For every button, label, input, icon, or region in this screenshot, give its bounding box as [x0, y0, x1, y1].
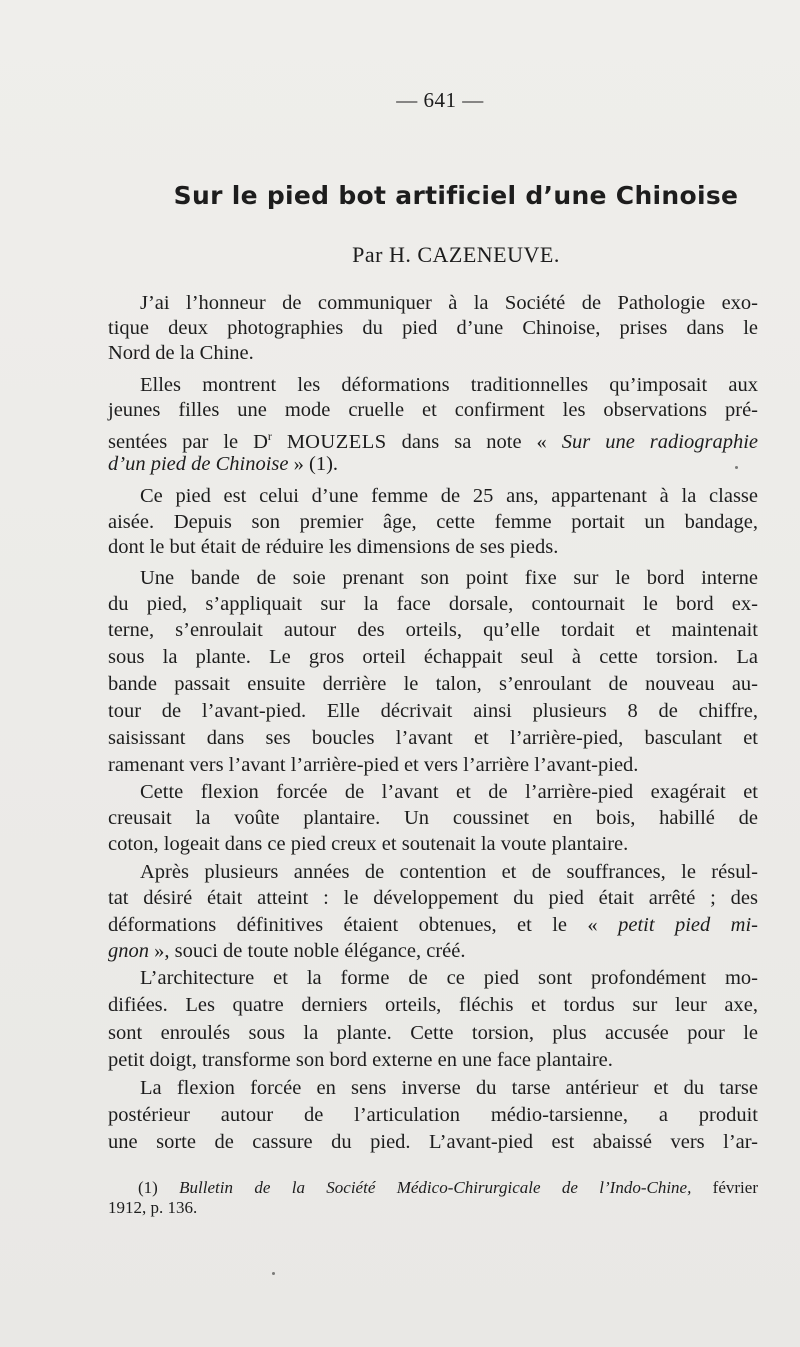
author-prefix: Par: [352, 242, 389, 267]
text-line: petit doigt, transforme son bord externe en une face plantaire.: [108, 1049, 613, 1071]
article-author: [100, 242, 800, 268]
text-line: Après plusieurs années de contention et de souffrances, le résul-: [140, 861, 758, 883]
page-number: — 641 —: [396, 88, 484, 112]
text-line: saisissant dans ses boucles l’avant et l’arrière-pied, basculant et: [108, 727, 758, 749]
text-line: L’architecture et la forme de ce pied sont profondément mo-: [140, 967, 758, 989]
text-line: d’un pied de Chinoise » (1).: [108, 453, 339, 475]
text-line: Ce pied est celui d’une femme de 25 ans, appartenant à la classe: [140, 485, 758, 507]
text-line: coton, logeait dans ce pied creux et soutenait la voute plantaire.: [108, 833, 629, 855]
text-line: ramenant vers l’avant l’arrière-pied et vers l’arrière l’avant-pied.: [108, 754, 639, 776]
text-line: La flexion forcée en sens inverse du tarse antérieur et du tarse: [140, 1077, 758, 1099]
quoted-phrase: petit pied mi-: [618, 914, 759, 936]
cited-title: Sur une radiographie: [561, 430, 758, 453]
text-line: Nord de la Chine.: [108, 342, 254, 364]
text-line: postérieur autour de l’articulation médio-tarsienne, a produit: [108, 1104, 758, 1126]
cited-title: d’un pied de Chinoise: [108, 453, 289, 475]
article-title: Sur le pied bot artificiel d’une Chinoise: [173, 181, 739, 210]
text-line: sentées par le $D^r$ MOUZELS dans sa note « Sur une radiographie: [108, 429, 758, 453]
paper-speck: [272, 1272, 275, 1275]
footnote-source: Bulletin de la Société Médico-Chirurgicale de l’Indo-Chine,: [179, 1178, 692, 1197]
footnote-date: février: [691, 1178, 758, 1197]
text-line: gnon », souci de toute noble élégance, créé.: [108, 940, 466, 962]
text-line: tat désiré était atteint : le développement du pied était arrêté ; des: [108, 887, 758, 909]
text-line: sont enroulés sous la plante. Cette torsion, plus accusée pour le: [108, 1022, 758, 1044]
quoted-phrase: gnon: [108, 940, 149, 962]
text-line: du pied, s’appliquait sur la face dorsale, contournait le bord ex-: [108, 593, 758, 615]
text-line: J’ai l’honneur de communiquer à la Société de Pathologie exo-: [140, 292, 758, 314]
text-line: aisée. Depuis son premier âge, cette femme portait un bandage,: [108, 511, 758, 533]
text-line: tique deux photographies du pied d’une Chinoise, prises dans le: [108, 317, 758, 339]
footnote-number: (1): [138, 1178, 180, 1197]
text-line: bande passait ensuite derrière le talon, s’enroulant de nouveau au-: [108, 673, 758, 695]
text-line: dont le but était de réduire les dimensions de ses pieds.: [108, 536, 559, 558]
footnote-line: [138, 1178, 758, 1198]
text-line: tour de l’avant-pied. Elle décrivait ainsi plusieurs 8 de chiffre,: [108, 700, 758, 722]
text-line: Une bande de soie prenant son point fixe sur le bord interne: [140, 567, 758, 589]
text-line: Cette flexion forcée de l’avant et de l’arrière-pied exagérait et: [140, 781, 758, 803]
footnote-line: 1912, p. 136.: [108, 1198, 198, 1217]
author-name: H. CAZENEUVE.: [388, 242, 560, 267]
text-line: déformations définitives étaient obtenues, et le « petit pied mi-: [108, 914, 759, 936]
text-line: Elles montrent les déformations traditionnelles qu’imposait aux: [140, 374, 758, 396]
text-line: difiées. Les quatre derniers orteils, fléchis et tordus sur leur axe,: [108, 994, 758, 1016]
text-line: creusait la voûte plantaire. Un coussinet en bois, habillé de: [108, 807, 758, 829]
text-line: une sorte de cassure du pied. L’avant-pied est abaissé vers l’ar-: [108, 1131, 758, 1153]
text-line: sous la plante. Le gros orteil échappait seul à cette torsion. La: [108, 646, 758, 668]
text-line: terne, s’enroulait autour des orteils, qu’elle tordait et maintenait: [108, 619, 758, 641]
paper-speck: [735, 466, 738, 469]
text-line: jeunes filles une mode cruelle et confirment les observations pré-: [108, 399, 758, 421]
